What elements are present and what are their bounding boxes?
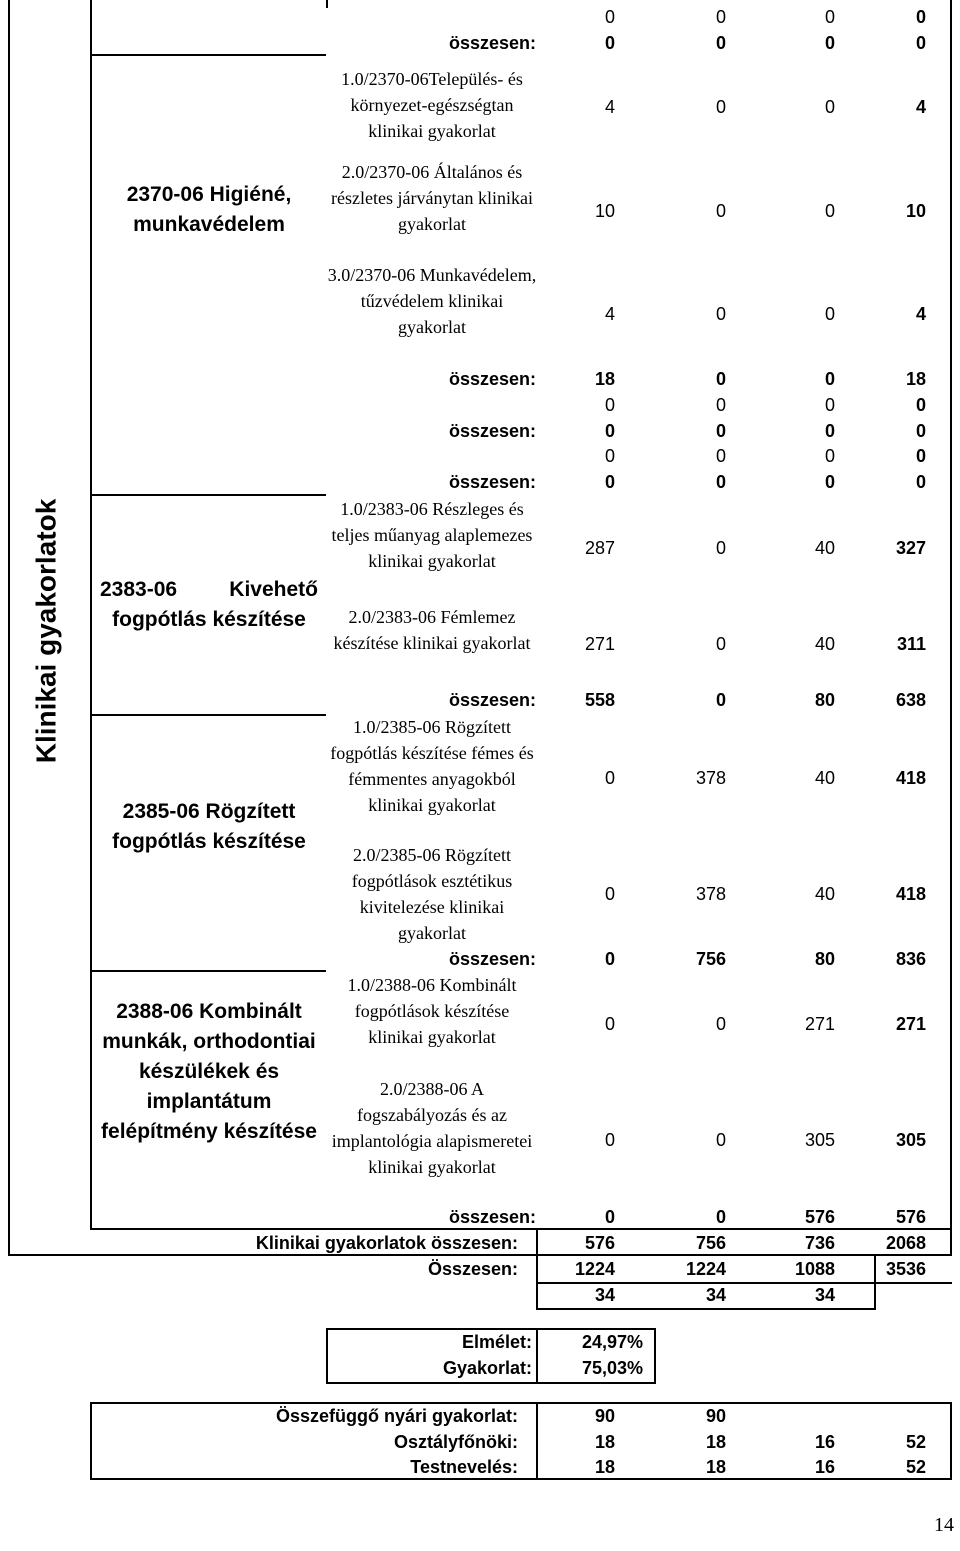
elmelet-value: 24,97% [582,1332,644,1352]
item-description: 2.0/2370-06 Általános és részletes járványtan klinikai gyakorlat [331,162,533,234]
module-2385: 2385-06 Rögzített fogpótlás készítése [112,800,306,853]
cell: 0 [604,1130,615,1150]
row-divider-2370 [90,494,326,496]
subtotal-label: összesen: [448,369,536,389]
cell: 90 [594,1406,615,1426]
cell: 0 [715,369,726,389]
cell: 0 [715,634,726,654]
grand-grid-bottom [536,1308,876,1310]
grand-grid-mid [536,1282,952,1284]
cell: 836 [895,949,926,969]
cell: 0 [915,33,926,53]
cell: 52 [905,1432,926,1452]
cell: 0 [715,97,726,117]
cell: 0 [915,472,926,492]
cell: 305 [895,1130,926,1150]
cell: 4 [604,304,615,324]
cell: 34 [705,1285,726,1305]
cell: 1224 [685,1259,726,1279]
cell: 0 [715,1207,726,1227]
cell: 0 [715,538,726,558]
cell: 0 [604,949,615,969]
cell: 311 [896,634,926,654]
cell: 0 [824,472,835,492]
cell: 40 [814,538,835,558]
item-description: 1.0/2388-06 Kombinált fogpótlások készítése klinikai gyakorlat [347,975,517,1047]
summer-practice-label: Összefüggő nyári gyakorlat: [275,1406,518,1426]
subtotal-label: összesen: [448,949,536,969]
item-description: 1.0/2370-06Település- és környezet-egészségtan klinikai gyakorlat [341,69,523,141]
cell: 418 [895,884,926,904]
module-2370: 2370-06 Higiéné, munkavédelem [126,183,292,236]
cell: 0 [715,421,726,441]
cell: 0 [715,304,726,324]
gyakorlat-value: 75,03% [582,1358,644,1378]
subtotal-label: összesen: [448,1207,536,1227]
overall-total-label: Összesen: [427,1259,518,1279]
cell: 0 [715,1130,726,1150]
cell: 40 [814,884,835,904]
subtotal-label: összesen: [448,690,536,710]
cell: 0 [604,421,615,441]
cell: 0 [715,201,726,221]
cell: 3536 [885,1259,926,1279]
cell: 34 [814,1285,835,1305]
cell: 0 [604,884,615,904]
cell: 4 [604,97,615,117]
cell: 18 [705,1432,726,1452]
pe-label: Testnevelés: [410,1457,518,1477]
cell: 0 [604,446,615,466]
cell: 18 [594,369,615,389]
cell: 80 [814,949,835,969]
cell: 0 [915,421,926,441]
cell: 0 [915,446,926,466]
cell: 0 [604,768,615,788]
cell: 0 [604,33,615,53]
cell: 18 [594,1457,615,1477]
cell: 0 [915,395,926,415]
cell: 4 [915,304,926,324]
cell: 18 [594,1432,615,1452]
grand-total-label: Klinikai gyakorlatok összesen: [255,1233,518,1253]
cell: 418 [895,768,926,788]
cell: 90 [705,1406,726,1426]
cell: 0 [604,472,615,492]
cell: 0 [604,7,615,27]
cell: 576 [584,1233,615,1253]
subtotal-label: összesen: [448,421,536,441]
cell: 327 [895,538,926,558]
cell: 576 [804,1207,835,1227]
cell: 1088 [794,1259,835,1279]
cell: 0 [824,369,835,389]
cell: 0 [824,97,835,117]
cell: 40 [814,634,835,654]
cell: 638 [895,690,926,710]
class-teacher-label: Osztályfőnöki: [393,1432,518,1452]
cell: 378 [695,884,726,904]
cell: 2068 [885,1233,926,1253]
cell: 0 [824,421,835,441]
cell: 558 [584,690,615,710]
cell: 0 [824,201,835,221]
side-title-text: Klinikai gyakorlatok [30,498,62,763]
cell: 0 [715,1014,726,1034]
cell: 4 [915,97,926,117]
cell: 16 [814,1457,835,1477]
cell: 287 [584,538,615,558]
cell: 0 [824,395,835,415]
module-2388: 2388-06 Kombinált munkák, orthodontiai készülékek és implantátum felépítmény készítése [101,1000,317,1143]
cell: 16 [814,1432,835,1452]
cell: 0 [824,7,835,27]
cell: 0 [715,7,726,27]
item-description: 2.0/2385-06 Rögzített fogpótlások esztétikus kivitelezése klinikai gyakorlat [351,845,513,943]
cell: 756 [695,949,726,969]
cell: 271 [804,1014,835,1034]
cell: 10 [905,201,926,221]
cell: 0 [715,33,726,53]
cell: 0 [824,33,835,53]
page-number: 14 [934,1514,954,1536]
cell: 52 [905,1457,926,1477]
cell: 0 [824,304,835,324]
cell: 0 [715,395,726,415]
column-divider-module [326,0,328,8]
row-divider-2385 [90,970,326,972]
cell: 305 [804,1130,835,1150]
cell: 378 [695,768,726,788]
cell: 576 [895,1207,926,1227]
item-description: 2.0/2388-06 A fogszabályozás és az implantológia alapismeretei klinikai gyakorlat [331,1079,533,1177]
cell: 0 [604,395,615,415]
side-title [10,8,82,1253]
cell: 0 [915,7,926,27]
item-description: 3.0/2370-06 Munkavédelem, tűzvédelem klinikai gyakorlat [327,265,537,337]
cell: 0 [604,1207,615,1227]
cell: 0 [604,1014,615,1034]
cell: 0 [715,446,726,466]
cell: 80 [814,690,835,710]
cell: 756 [695,1233,726,1253]
elmelet-label: Elmélet: [461,1332,532,1352]
item-description: 2.0/2383-06 Fémlemez készítése klinikai gyakorlat [333,607,531,653]
cell: 1224 [574,1259,615,1279]
row-divider-top [90,54,326,56]
cell: 34 [594,1285,615,1305]
cell: 271 [584,634,615,654]
cell: 0 [715,690,726,710]
cell: 271 [895,1014,926,1034]
grand-grid-left [536,1228,538,1308]
cell: 10 [594,201,615,221]
module-2383: 2383-06 Kivehető fogpótlás készítése [100,578,318,631]
row-divider-2383 [90,714,326,716]
item-description: 1.0/2385-06 Rögzített fogpótlás készítése fémes és fémmentes anyagokból klinikai gyakorlat [330,717,534,815]
cell: 40 [814,768,835,788]
gyakorlat-label: Gyakorlat: [442,1358,532,1378]
item-description: 1.0/2383-06 Részleges és teljes műanyag alaplemezes klinikai gyakorlat [331,499,533,571]
subtotal-label: összesen: [448,33,536,53]
cell: 736 [804,1233,835,1253]
subtotal-label: összesen: [448,472,536,492]
cell: 0 [715,472,726,492]
row-divider-bottom [90,1228,952,1230]
cell: 0 [824,446,835,466]
ratio-divider [536,1328,538,1384]
cell: 18 [705,1457,726,1477]
cell: 18 [905,369,926,389]
